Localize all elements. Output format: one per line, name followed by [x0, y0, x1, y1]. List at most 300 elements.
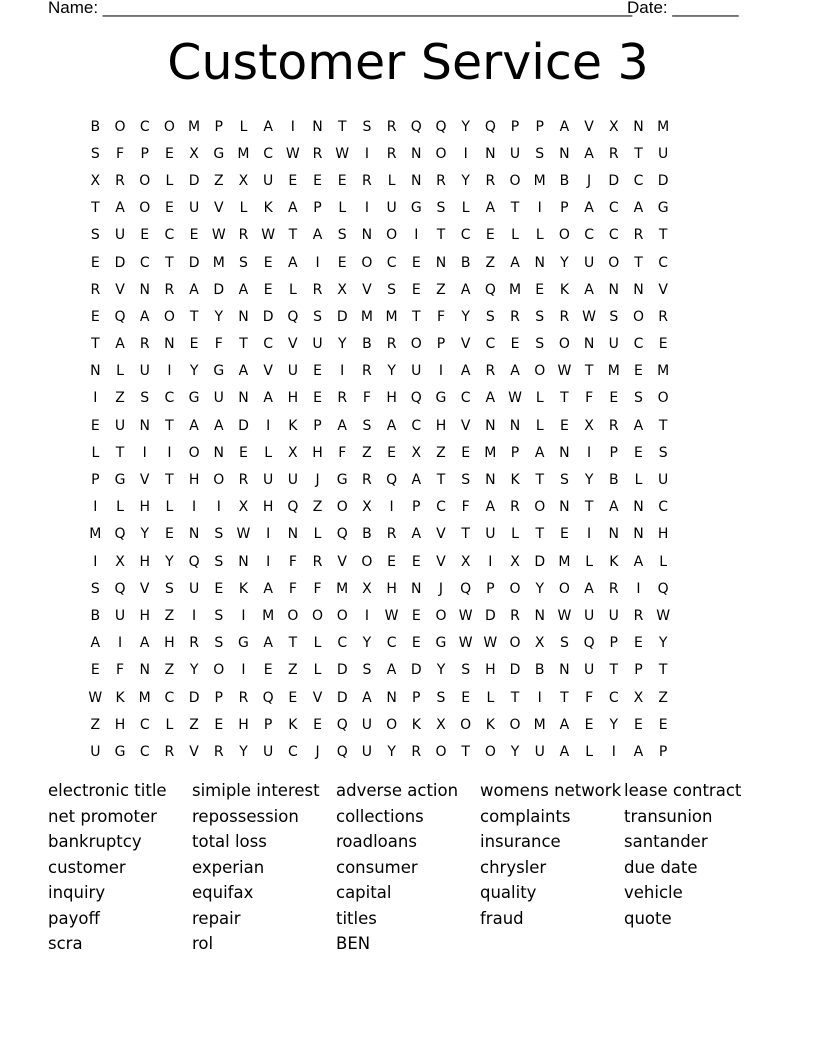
- grid-letter: E: [263, 662, 273, 679]
- grid-letter: O: [608, 254, 620, 271]
- grid-letter: N: [238, 553, 249, 570]
- grid-letter: P: [609, 444, 618, 461]
- grid-letter: Y: [362, 635, 372, 652]
- grid-row: [83, 412, 731, 439]
- grid-letter: W: [285, 145, 300, 162]
- grid-row: [83, 113, 731, 140]
- grid-letter: U: [361, 716, 373, 733]
- grid-letter: K: [411, 716, 421, 733]
- grid-row: [83, 494, 731, 521]
- grid-letter: S: [362, 118, 372, 135]
- grid-letter: T: [412, 308, 421, 325]
- grid-letter: V: [584, 118, 594, 135]
- grid-letter: Q: [583, 635, 595, 652]
- grid-letter: E: [263, 254, 273, 271]
- grid-letter: U: [188, 580, 200, 597]
- grid-letter: T: [337, 118, 347, 135]
- grid-letter: T: [461, 743, 470, 760]
- grid-letter: R: [436, 172, 446, 189]
- grid-letter: N: [411, 580, 422, 597]
- grid-letter: O: [361, 254, 373, 271]
- grid-row: [83, 657, 731, 684]
- grid-letter: Y: [658, 635, 668, 652]
- grid-letter: N: [435, 254, 447, 271]
- word-bank-item: net promoter: [48, 806, 157, 826]
- grid-letter: O: [213, 472, 225, 489]
- grid-letter: C: [263, 336, 274, 353]
- grid-letter: A: [485, 390, 496, 407]
- grid-letter: I: [587, 444, 592, 461]
- grid-letter: L: [511, 227, 519, 244]
- grid-letter: X: [608, 118, 619, 135]
- grid-letter: E: [239, 444, 248, 461]
- grid-letter: I: [117, 635, 123, 652]
- grid-letter: P: [214, 689, 223, 706]
- grid-letter: G: [114, 472, 126, 489]
- grid-letter: O: [435, 607, 447, 624]
- grid-letter: P: [412, 689, 421, 706]
- grid-letter: E: [658, 716, 668, 733]
- grid-letter: U: [361, 743, 373, 760]
- grid-letter: O: [534, 363, 546, 380]
- grid-letter: I: [290, 118, 295, 135]
- grid-letter: E: [90, 308, 100, 325]
- grid-letter: P: [560, 200, 569, 217]
- grid-letter: G: [435, 635, 447, 652]
- grid-letter: W: [483, 635, 498, 652]
- grid-letter: Z: [485, 254, 496, 271]
- grid-letter: K: [510, 472, 520, 489]
- grid-letter: W: [557, 363, 572, 380]
- word-bank-item: scra: [48, 934, 83, 953]
- grid-letter: C: [608, 689, 619, 706]
- grid-letter: N: [559, 145, 570, 162]
- grid-letter: L: [535, 390, 544, 407]
- grid-row: [83, 276, 731, 303]
- grid-letter: W: [384, 607, 399, 624]
- word-bank-item: BEN: [336, 934, 371, 953]
- grid-letter: E: [164, 145, 174, 162]
- grid-letter: I: [587, 526, 592, 543]
- grid-letter: I: [315, 254, 320, 271]
- grid-letter: L: [511, 526, 519, 543]
- word-bank-column: [192, 778, 336, 957]
- grid-letter: P: [140, 145, 149, 162]
- word-bank-item: quote: [624, 908, 672, 928]
- word-bank-item: electronic title: [48, 781, 167, 800]
- grid-letter: U: [583, 607, 595, 624]
- grid-letter: A: [189, 281, 199, 298]
- grid-letter: I: [167, 444, 172, 461]
- grid-letter: R: [312, 553, 323, 570]
- grid-letter: V: [436, 553, 446, 570]
- grid-letter: X: [238, 499, 249, 516]
- grid-letter: O: [534, 499, 546, 516]
- grid-letter: T: [510, 200, 520, 217]
- grid-letter: Q: [410, 118, 422, 135]
- grid-letter: R: [337, 390, 348, 407]
- grid-letter: P: [486, 580, 495, 597]
- grid-letter: C: [460, 227, 471, 244]
- grid-letter: F: [338, 444, 347, 461]
- grid-letter: A: [411, 526, 422, 543]
- grid-letter: N: [139, 281, 150, 298]
- grid-letter: O: [435, 145, 447, 162]
- grid-letter: A: [362, 689, 372, 706]
- grid-letter: I: [266, 417, 271, 434]
- word-bank-item: simiple interest: [192, 781, 320, 800]
- grid-letter: R: [362, 363, 372, 380]
- grid-letter: M: [533, 172, 546, 189]
- grid-row: [83, 303, 731, 330]
- grid-letter: G: [188, 390, 200, 407]
- grid-letter: Y: [584, 472, 594, 489]
- grid-letter: S: [387, 281, 397, 298]
- grid-letter: E: [461, 689, 471, 706]
- grid-letter: U: [658, 145, 669, 162]
- grid-letter: D: [188, 689, 200, 706]
- grid-letter: R: [164, 281, 175, 298]
- grid-row: [83, 222, 731, 249]
- grid-letter: O: [287, 607, 299, 624]
- grid-letter: Q: [287, 308, 299, 325]
- grid-letter: T: [288, 227, 298, 244]
- word-bank-item: bankruptcy: [48, 832, 142, 851]
- grid-letter: A: [485, 499, 496, 516]
- grid-letter: I: [266, 553, 271, 570]
- word-bank-item: capital: [336, 883, 392, 902]
- grid-letter: O: [509, 716, 521, 733]
- grid-letter: L: [313, 662, 322, 679]
- grid-letter: C: [164, 390, 175, 407]
- grid-letter: K: [609, 553, 619, 570]
- grid-letter: O: [558, 580, 570, 597]
- grid-letter: F: [116, 662, 125, 679]
- grid-letter: L: [313, 526, 322, 543]
- grid-letter: W: [458, 635, 473, 652]
- grid-letter: R: [510, 308, 520, 325]
- grid-letter: U: [386, 200, 397, 217]
- grid-letter: F: [313, 580, 322, 597]
- grid-letter: S: [436, 200, 446, 217]
- grid-letter: I: [167, 363, 172, 380]
- grid-letter: N: [386, 689, 397, 706]
- grid-letter: Q: [460, 580, 472, 597]
- grid-letter: H: [312, 444, 323, 461]
- grid-letter: C: [139, 118, 150, 135]
- grid-letter: R: [633, 227, 644, 244]
- grid-letter: Y: [560, 254, 569, 271]
- grid-letter: E: [485, 227, 495, 244]
- grid-letter: S: [90, 227, 100, 244]
- grid-letter: B: [362, 526, 372, 543]
- grid-letter: H: [657, 526, 669, 543]
- grid-letter: E: [90, 662, 100, 679]
- grid-letter: F: [436, 308, 445, 325]
- grid-letter: E: [189, 227, 199, 244]
- grid-letter: Q: [114, 580, 126, 597]
- grid-letter: R: [510, 499, 520, 516]
- grid-letter: R: [238, 689, 249, 706]
- page-title: Customer Service 3: [167, 34, 649, 91]
- grid-letter: Z: [164, 607, 175, 624]
- grid-letter: A: [460, 363, 471, 380]
- grid-letter: M: [385, 308, 398, 325]
- grid-letter: P: [634, 662, 643, 679]
- grid-letter: C: [139, 716, 150, 733]
- grid-letter: O: [114, 118, 126, 135]
- grid-letter: G: [435, 390, 447, 407]
- grid-letter: R: [386, 526, 397, 543]
- grid-letter: U: [263, 472, 274, 489]
- grid-letter: O: [361, 553, 373, 570]
- grid-letter: V: [189, 743, 199, 760]
- grid-letter: A: [213, 417, 224, 434]
- grid-letter: L: [165, 716, 174, 733]
- grid-letter: W: [582, 308, 597, 325]
- grid-letter: L: [486, 689, 495, 706]
- grid-letter: Y: [436, 662, 446, 679]
- grid-letter: R: [139, 336, 150, 353]
- word-bank-item: santander: [624, 832, 708, 851]
- grid-letter: V: [263, 363, 273, 380]
- grid-letter: E: [189, 336, 199, 353]
- grid-letter: O: [509, 580, 521, 597]
- grid-letter: I: [142, 444, 147, 461]
- grid-letter: H: [139, 607, 150, 624]
- grid-letter: Q: [336, 526, 348, 543]
- grid-letter: E: [164, 200, 174, 217]
- grid-letter: S: [313, 308, 322, 325]
- grid-letter: N: [608, 281, 620, 298]
- grid-letter: S: [214, 607, 224, 624]
- grid-letter: N: [238, 390, 249, 407]
- grid-letter: E: [559, 526, 569, 543]
- grid-letter: G: [657, 200, 669, 217]
- grid-letter: J: [438, 580, 444, 597]
- grid-letter: H: [139, 553, 150, 570]
- grid-letter: R: [608, 145, 619, 162]
- grid-letter: O: [163, 118, 175, 135]
- grid-letter: E: [510, 336, 520, 353]
- grid-letter: E: [140, 227, 150, 244]
- grid-letter: R: [485, 172, 496, 189]
- grid-letter: M: [484, 444, 497, 461]
- grid-letter: A: [139, 308, 150, 325]
- grid-letter: X: [337, 281, 348, 298]
- grid-letter: Y: [387, 363, 396, 380]
- grid-letter: F: [214, 336, 223, 353]
- grid-letter: N: [485, 145, 496, 162]
- grid-letter: Q: [386, 472, 398, 489]
- grid-row: [83, 602, 731, 629]
- grid-letter: A: [559, 743, 570, 760]
- grid-letter: E: [411, 553, 421, 570]
- grid-letter: F: [116, 145, 125, 162]
- grid-letter: O: [558, 336, 570, 353]
- grid-letter: T: [115, 444, 125, 461]
- grid-letter: D: [188, 254, 200, 271]
- grid-letter: X: [238, 172, 249, 189]
- grid-letter: H: [435, 417, 447, 434]
- grid-letter: T: [436, 227, 446, 244]
- grid-letter: Q: [410, 390, 422, 407]
- grid-letter: T: [436, 472, 446, 489]
- grid-letter: H: [287, 390, 299, 407]
- grid-letter: N: [188, 526, 200, 543]
- grid-letter: T: [634, 254, 643, 271]
- grid-letter: L: [239, 200, 248, 217]
- grid-letter: S: [214, 526, 224, 543]
- grid-letter: V: [139, 472, 150, 489]
- grid-letter: Q: [262, 689, 274, 706]
- grid-letter: Q: [336, 743, 348, 760]
- grid-letter: U: [90, 743, 101, 760]
- grid-letter: R: [658, 308, 669, 325]
- grid-letter: D: [336, 308, 348, 325]
- grid-letter: S: [90, 145, 100, 162]
- grid-letter: M: [237, 145, 250, 162]
- grid-letter: X: [534, 635, 545, 652]
- word-bank-item: lease contract: [624, 781, 742, 800]
- grid-letter: D: [238, 417, 249, 434]
- grid-letter: I: [389, 499, 394, 516]
- grid-letter: C: [386, 635, 397, 652]
- grid-letter: B: [534, 662, 545, 679]
- grid-letter: M: [533, 716, 546, 733]
- grid-letter: W: [236, 526, 251, 543]
- grid-letter: O: [558, 227, 570, 244]
- grid-letter: K: [115, 689, 125, 706]
- grid-letter: V: [115, 281, 125, 298]
- grid-letter: Z: [658, 689, 668, 706]
- grid-letter: F: [585, 390, 594, 407]
- word-bank-item: roadloans: [336, 832, 417, 851]
- word-bank-item: rol: [192, 934, 214, 953]
- grid-letter: P: [436, 336, 446, 353]
- grid-letter: E: [214, 580, 224, 597]
- grid-letter: O: [312, 607, 324, 624]
- grid-letter: E: [411, 254, 421, 271]
- grid-letter: W: [458, 607, 473, 624]
- grid-letter: S: [634, 390, 643, 407]
- grid-letter: N: [608, 526, 620, 543]
- grid-letter: W: [211, 227, 226, 244]
- grid-letter: G: [114, 743, 126, 760]
- grid-letter: D: [336, 662, 348, 679]
- grid-letter: L: [91, 444, 100, 461]
- grid-letter: S: [362, 417, 372, 434]
- grid-letter: L: [313, 635, 322, 652]
- grid-letter: I: [93, 499, 98, 516]
- grid-letter: N: [633, 118, 644, 135]
- grid-letter: O: [188, 444, 200, 461]
- grid-letter: P: [313, 200, 322, 217]
- grid-letter: I: [340, 363, 345, 380]
- grid-letter: T: [658, 662, 668, 679]
- grid-letter: X: [90, 172, 101, 189]
- grid-letter: S: [337, 227, 347, 244]
- grid-letter: K: [559, 281, 569, 298]
- grid-letter: Q: [114, 308, 126, 325]
- grid-letter: Y: [461, 118, 470, 135]
- grid-letter: U: [534, 743, 545, 760]
- grid-letter: I: [414, 227, 419, 244]
- grid-letter: O: [336, 607, 348, 624]
- grid-letter: W: [557, 607, 572, 624]
- grid-letter: L: [659, 553, 668, 570]
- grid-letter: V: [658, 281, 668, 298]
- grid-letter: M: [607, 363, 620, 380]
- grid-letter: B: [90, 118, 101, 135]
- grid-letter: S: [535, 308, 545, 325]
- grid-letter: I: [463, 145, 468, 162]
- grid-letter: D: [657, 172, 669, 189]
- grid-letter: T: [165, 417, 174, 434]
- grid-letter: N: [509, 417, 521, 434]
- grid-letter: D: [534, 553, 546, 570]
- grid-letter: S: [362, 662, 372, 679]
- grid-letter: S: [214, 635, 224, 652]
- grid-letter: I: [241, 662, 246, 679]
- grid-letter: C: [485, 336, 496, 353]
- grid-letter: T: [584, 499, 594, 516]
- grid-letter: U: [114, 607, 126, 624]
- grid-letter: C: [658, 254, 669, 271]
- grid-letter: I: [241, 607, 246, 624]
- grid-letter: U: [583, 254, 595, 271]
- grid-letter: U: [608, 336, 619, 353]
- grid-letter: P: [91, 472, 100, 489]
- grid-letter: U: [608, 607, 619, 624]
- grid-letter: T: [609, 662, 619, 679]
- grid-letter: A: [608, 499, 619, 516]
- grid-row: [83, 439, 731, 466]
- grid-letter: C: [658, 499, 669, 516]
- grid-row: [83, 167, 731, 194]
- grid-letter: A: [189, 417, 199, 434]
- grid-letter: E: [164, 526, 174, 543]
- grid-letter: C: [411, 417, 422, 434]
- grid-letter: A: [411, 472, 422, 489]
- grid-letter: Y: [461, 308, 470, 325]
- grid-letter: O: [509, 172, 521, 189]
- grid-letter: A: [584, 145, 594, 162]
- grid-letter: T: [535, 472, 544, 489]
- grid-letter: Y: [189, 662, 199, 679]
- grid-letter: I: [192, 499, 197, 516]
- grid-letter: Q: [657, 580, 669, 597]
- grid-letter: N: [485, 472, 496, 489]
- grid-letter: H: [139, 499, 150, 516]
- grid-letter: M: [188, 118, 201, 135]
- grid-letter: E: [313, 363, 322, 380]
- grid-letter: G: [213, 145, 225, 162]
- word-bank-item: insurance: [480, 832, 561, 851]
- grid-letter: L: [165, 172, 174, 189]
- grid-letter: N: [411, 172, 422, 189]
- grid-letter: Q: [287, 499, 299, 516]
- grid-letter: U: [114, 227, 126, 244]
- grid-letter: Y: [609, 716, 619, 733]
- grid-letter: N: [485, 417, 496, 434]
- grid-letter: H: [485, 662, 496, 679]
- grid-letter: E: [535, 281, 545, 298]
- grid-letter: M: [262, 607, 275, 624]
- grid-letter: Y: [189, 363, 199, 380]
- grid-letter: Y: [165, 553, 174, 570]
- grid-letter: I: [93, 390, 98, 407]
